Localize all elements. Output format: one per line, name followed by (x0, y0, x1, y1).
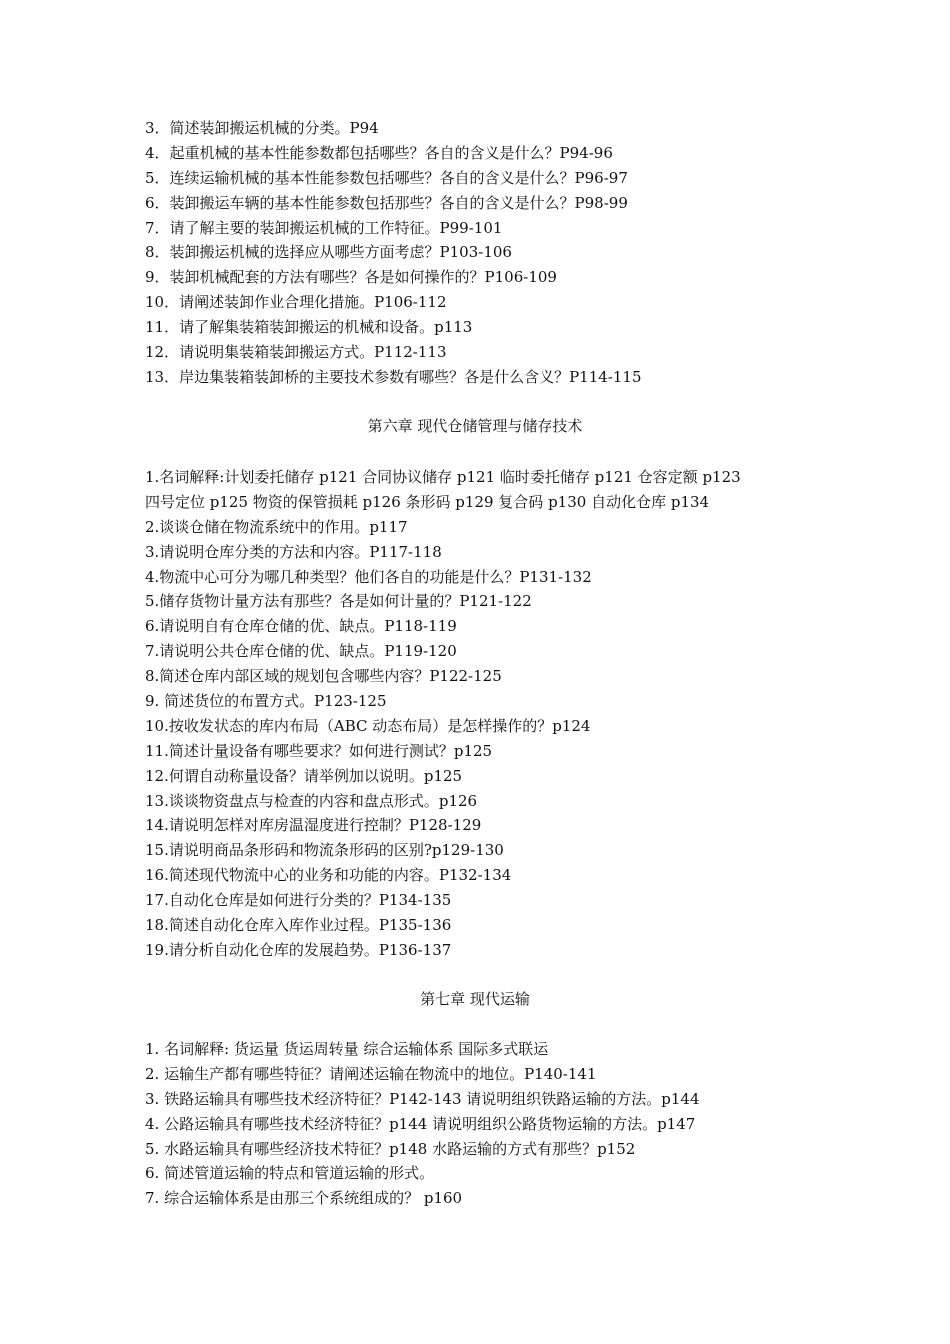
chapter7-heading: 第七章 现代运输 (420, 990, 530, 1008)
question-line: 8.简述仓库内部区域的规划包含哪些内容？P122-125 (145, 667, 502, 686)
question-line: 2.谈谈仓储在物流系统中的作用。p117 (145, 517, 408, 536)
question-line: 13．岸边集装箱装卸桥的主要技术参数有哪些？各是什么含义？P114-115 (145, 367, 642, 386)
question-line: 12.何谓自动称量设备？请举例加以说明。p125 (145, 766, 463, 785)
question-line: 3. 铁路运输具有哪些技术经济特征？P142-143 请说明组织铁路运输的方法。p144 (145, 1089, 700, 1108)
chapter6-heading: 第六章 现代仓储管理与储存技术 (367, 417, 583, 435)
question-line: 5.储存货物计量方法有那些？各是如何计量的？P121-122 (145, 592, 532, 611)
question-line: 6.请说明自有仓库仓储的优、缺点。P118-119 (145, 617, 457, 636)
question-line: 5. 水路运输具有哪些经济技术特征？p148 水路运输的方式有那些？p152 (145, 1139, 636, 1158)
question-line: 4.物流中心可分为哪几种类型？他们各自的功能是什么？P131-132 (145, 567, 592, 586)
question-line: 7. 综合运输体系是由那三个系统组成的？ p160 (145, 1189, 463, 1208)
chapter6-question-list (145, 465, 845, 963)
question-line: 4. 公路运输具有哪些技术经济特征？p144 请说明组织公路货物运输的方法。p147 (145, 1114, 696, 1133)
question-line: 3.请说明仓库分类的方法和内容。P117-118 (145, 542, 442, 561)
question-line: 9. 简述货位的布置方式。P123-125 (145, 692, 387, 711)
question-line: 15.请说明商品条形码和物流条形码的区别?p129-130 (145, 841, 504, 860)
question-line: 5．连续运输机械的基本性能参数包括哪些？各自的含义是什么？P96-97 (145, 168, 628, 187)
question-line: 13.谈谈物资盘点与检查的内容和盘点形式。p126 (145, 791, 478, 810)
question-line: 11.简述计量设备有哪些要求？如何进行测试？p125 (145, 741, 493, 760)
question-line: 7．请了解主要的装卸搬运机械的工作特征。P99-101 (145, 218, 503, 237)
question-line: 8．装卸搬运机械的选择应从哪些方面考虑？P103-106 (145, 243, 512, 262)
chapter7-question-list (145, 1037, 845, 1211)
question-line: 12．请说明集装箱装卸搬运方式。P112-113 (145, 343, 447, 362)
question-line: 7.请说明公共仓库仓储的优、缺点。P119-120 (145, 642, 457, 661)
question-line: 1.名词解释:计划委托储存 p121 合同协议储存 p121 临时委托储存 p121 仓容定额 p123 (145, 468, 741, 486)
question-line: 11．请了解集装箱装卸搬运的机械和设备。p113 (145, 318, 473, 337)
question-line: 2. 运输生产都有哪些特征？请阐述运输在物流中的地位。P140-141 (145, 1064, 597, 1083)
question-line: 四号定位 p125 物资的保管损耗 p126 条形码 p129 复合码 p130 自动化仓库 p134 (145, 492, 710, 511)
question-line: 4．起重机械的基本性能参数都包括哪些？各自的含义是什么？P94-96 (145, 143, 613, 162)
question-line: 16.简述现代物流中心的业务和功能的内容。P132-134 (145, 866, 512, 885)
question-line: 18.简述自动化仓库入库作业过程。P135-136 (145, 916, 452, 935)
chapter5-question-list (145, 116, 845, 390)
question-line: 10.按收发状态的库内布局（ABC 动态布局）是怎样操作的？p124 (145, 716, 591, 735)
question-line: 9．装卸机械配套的方法有哪些？各是如何操作的？P106-109 (145, 268, 557, 287)
question-line: 6．装卸搬运车辆的基本性能参数包括那些？各自的含义是什么？P98-99 (145, 193, 628, 212)
question-line: 3．简述装卸搬运机械的分类。P94 (145, 119, 379, 137)
question-line: 1. 名词解释: 货运量 货运周转量 综合运输体系 国际多式联运 (145, 1040, 549, 1058)
question-line: 6. 简述管道运输的特点和管道运输的形式。 (145, 1164, 435, 1183)
question-line: 19.请分析自动化仓库的发展趋势。P136-137 (145, 940, 452, 959)
question-line: 10．请阐述装卸作业合理化措施。P106-112 (145, 293, 447, 312)
question-line: 17.自动化仓库是如何进行分类的？P134-135 (145, 891, 452, 910)
question-line: 14.请说明怎样对库房温湿度进行控制？P128-129 (145, 816, 482, 835)
